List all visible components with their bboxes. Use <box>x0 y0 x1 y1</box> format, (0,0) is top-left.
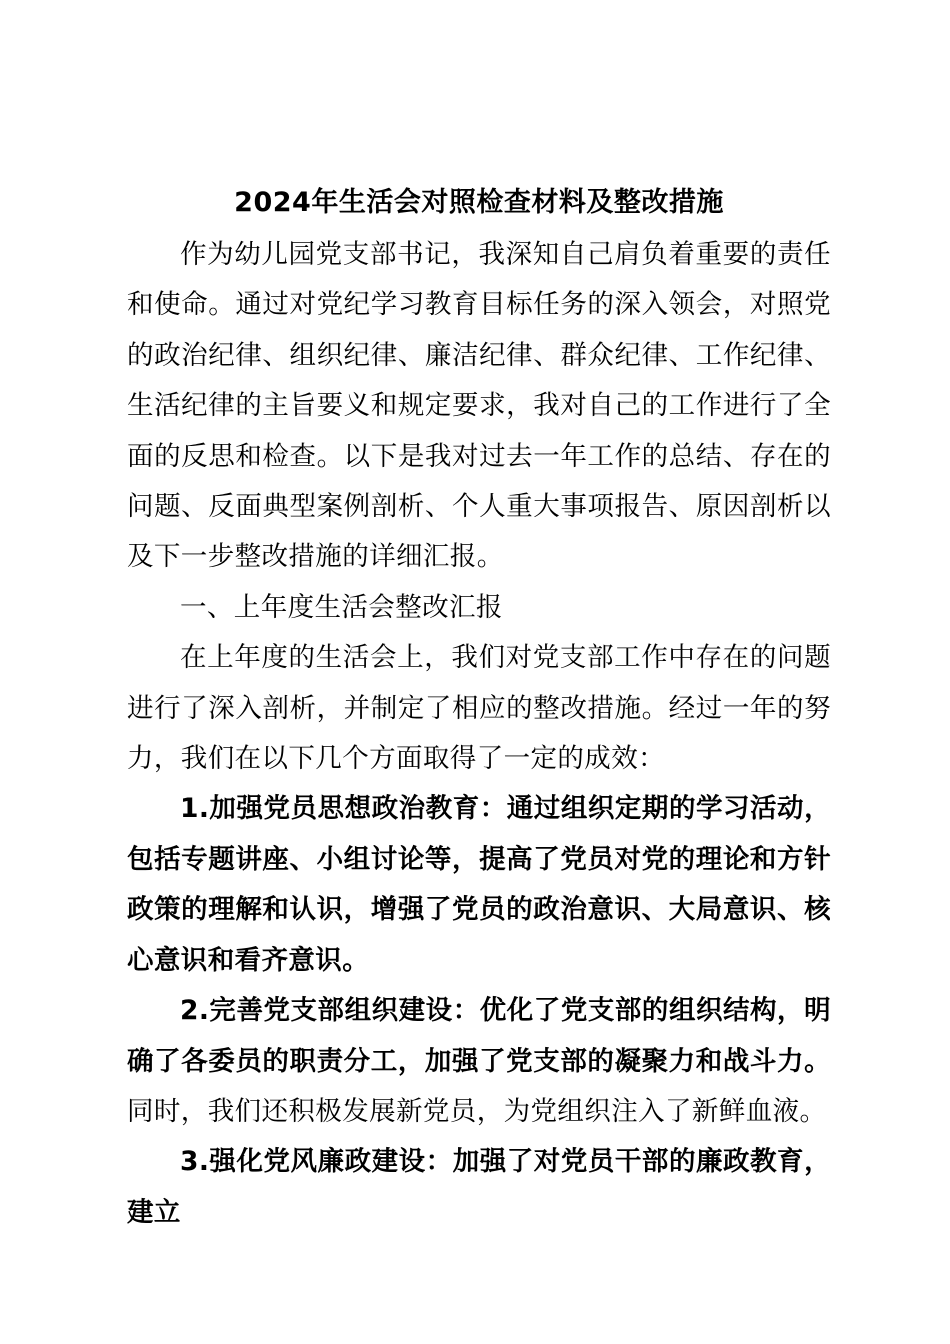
section-heading: 一、上年度生活会整改汇报 <box>180 591 503 623</box>
section-intro-paragraph: 在上年度的生活会上，我们对党支部工作中存在的问题进行了深入剖析，并制定了相应的整改措施。经过一年的努力，我们在以下几个方面取得了一定的成效： <box>127 642 831 775</box>
document-title: 2024年生活会对照检查材料及整改措施 <box>234 187 724 218</box>
item-2-bold-text: 2.完善党支部组织建设：优化了党支部的组织结构，明确了各委员的职责分工，加强了党支部的凝聚力和战斗力。 <box>127 995 831 1077</box>
item-3-paragraph: 3.强化党风廉政建设：加强了对党员干部的廉政教育，建立 <box>127 1146 831 1228</box>
intro-paragraph: 作为幼儿园党支部书记，我深知自己肩负着重要的责任和使命。通过对党纪学习教育目标任务的深入领会，对照党的政治纪律、组织纪律、廉洁纪律、群众纪律、工作纪律、生活纪律的主旨要义和规定要求，我对自己的工作进行了全面的反思和检查。以下是我对过去一年工作的总结、存在的问题、反面典型案例剖析、个人重大事项报告、原因剖析以及下一步整改措施的详细汇报。 <box>127 239 831 573</box>
item-1-paragraph: 1.加强党员思想政治教育：通过组织定期的学习活动，包括专题讲座、小组讨论等，提高了党员对党的理论和方针政策的理解和认识，增强了党员的政治意识、大局意识、核心意识和看齐意识。 <box>127 793 831 976</box>
document-page <box>127 176 831 1238</box>
item-2-paragraph <box>127 986 831 1137</box>
item-2-regular-text: 同时，我们还积极发展新党员，为党组织注入了新鲜血液。 <box>127 1095 827 1127</box>
